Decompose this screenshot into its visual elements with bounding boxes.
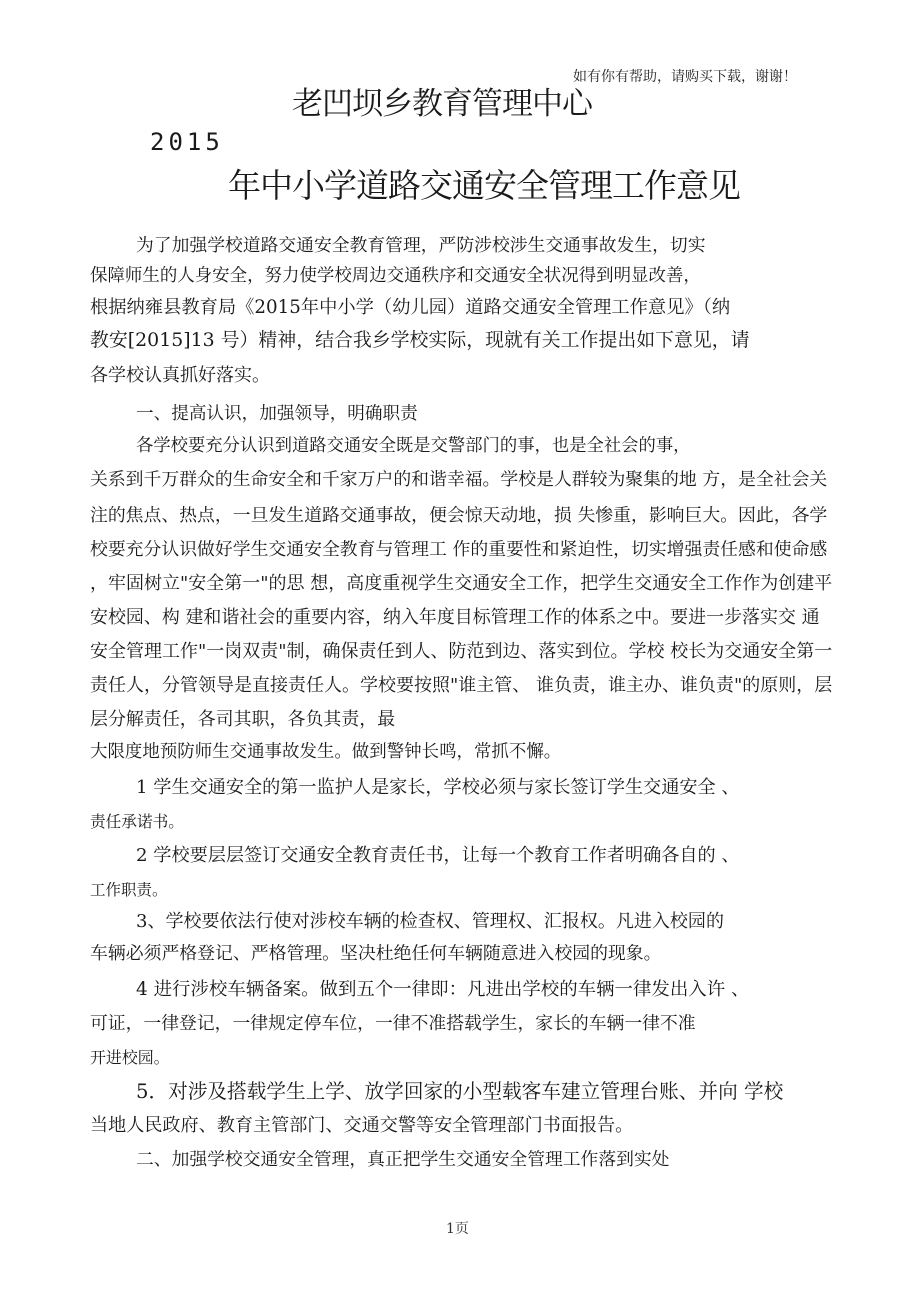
body-line: 关系到千万群众的生命安全和千家万户的和谐幸福。学校是人群较为聚集的地 方，是全社会关 [90,469,828,490]
section-heading: 一、提高认识，加强领导，明确职责 [136,404,418,424]
body-line: 为了加强学校道路交通安全教育管理，严防涉校涉生交通事故发生，切实 [136,235,706,256]
body-line: 安全管理工作"一岗双责"制，确保责任到人、防范到边、落实到位。学校 校长为交通安全第一 [90,641,833,662]
section-heading: 二、加强学校交通安全管理，真正把学生交通安全管理工作落到实处 [136,1149,670,1170]
body-line: 层分解责任，各司其职，各负其责，最 [90,709,396,730]
document-year: 2015 [150,128,224,156]
organization-name: 老凹坝乡教育管理中心 [292,86,592,122]
list-item: 5．对涉及搭载学生上学、放学回家的小型载客车建立管理台账、并向 学校 [136,1080,784,1103]
list-item-continuation: 可证，一律登记，一律规定停车位，一律不准搭载学生，家长的车辆一律不准 [90,1013,696,1034]
body-line: 责任人，分管领导是直接责任人。学校要按照"谁主管、 谁负责，谁主办、谁负责"的原则，层 [90,675,833,696]
list-item: 4 进行涉校车辆备案。做到五个一律即：凡进出学校的车辆一律发出入许 、 [136,979,750,1000]
list-item-continuation: 开进校园。 [90,1048,170,1067]
body-line: 根据纳雍县教育局《2015年中小学（幼儿园）道路交通安全管理工作意见》（纳 [90,297,731,318]
body-line: 安校园、构 建和谐社会的重要内容，纳入年度目标管理工作的体系之中。要进一步落实交 通 [90,607,820,628]
body-line: 教安[2015]13 号）精神，结合我乡学校实际，现就有关工作提出如下意见，请 [90,329,750,351]
list-item-continuation: 责任承诺书。 [90,812,184,831]
list-item: 3、学校要依法行使对涉校车辆的检查权、管理权、汇报权。凡进入校园的 [136,911,724,932]
list-item: 2 学校要层层签订交通安全教育责任书，让每一个教育工作者明确各自的 、 [136,845,740,866]
list-item-continuation: 当地人民政府、教育主管部门、交通交警等安全管理部门书面报告。 [90,1115,634,1136]
body-line: 各学校要充分认识到道路交通安全既是交警部门的事，也是全社会的事， [136,436,691,456]
header-note: 如有你有帮助，请购买下载，谢谢！ [573,69,797,85]
list-item-continuation: 车辆必须严格登记、严格管理。坚决杜绝任何车辆随意进入校园的现象。 [90,943,662,964]
body-line: ，牢固树立"安全第一"的思 想，高度重视学生交通安全工作，把学生交通安全工作作为创建平 [90,573,833,594]
body-line: 保障师生的人身安全，努力使学校周边交通秩序和交通安全状况得到明显改善， [90,266,701,286]
body-line: 各学校认真抓好落实。 [90,365,270,386]
list-item-continuation: 工作职责。 [90,881,168,899]
document-title: 年中小学道路交通安全管理工作意见 [228,166,740,205]
page-number: 1页 [446,1221,469,1237]
body-line: 注的焦点、热点，一旦发生道路交通事故，便会惊天动地，损 失惨重，影响巨大。因此，各学 [90,505,828,526]
body-line: 大限度地预防师生交通事故发生。做到警钟长鸣，常抓不懈。 [90,742,562,762]
body-line: 校要充分认识做好学生交通安全教育与管理工 作的重要性和紧迫性，切实增强责任感和使命感 [90,539,828,560]
list-item: 1 学生交通安全的第一监护人是家长，学校必须与家长签订学生交通安全 、 [136,777,740,798]
